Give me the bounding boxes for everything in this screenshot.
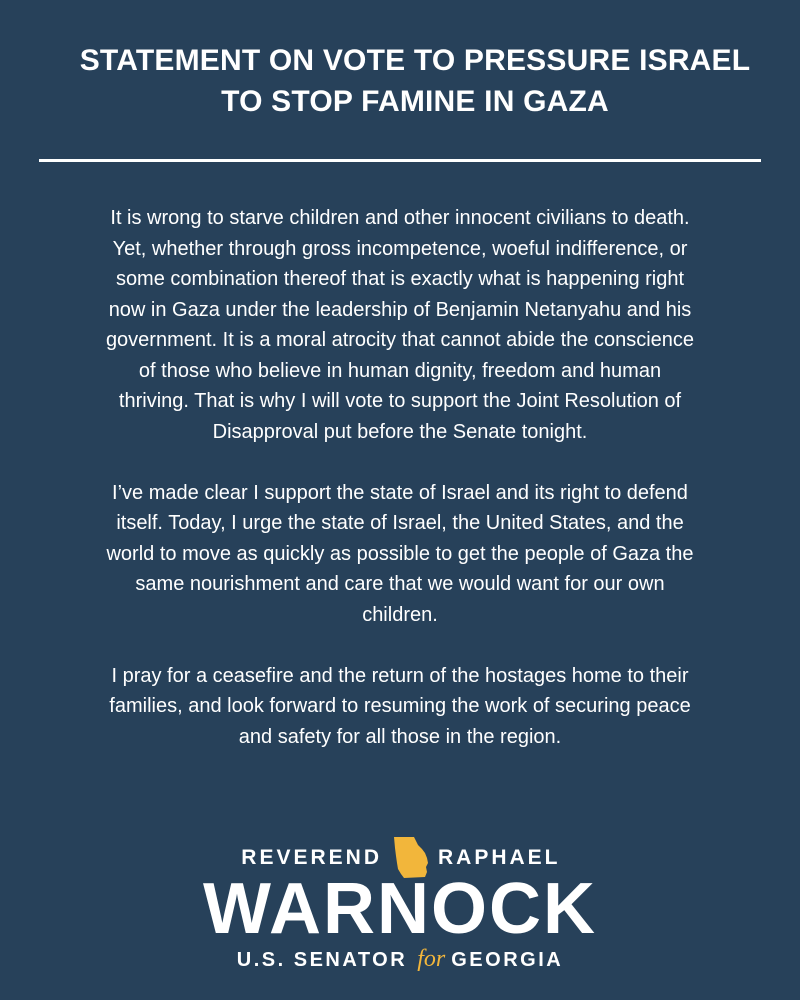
title-line: STATEMENT ON VOTE TO PRESSURE ISRAEL (79, 44, 751, 77)
text-line: I pray for a ceasefire and the return of the hostages home to their (111, 664, 689, 687)
logo-office-line (0, 946, 800, 973)
statement-title (30, 40, 800, 122)
statement-paragraph-2 (20, 478, 780, 631)
text-line: some combination thereof that is exactly what is happening right (115, 268, 685, 290)
text-line: world to move as quickly as possible to get the people of Gaza the (106, 542, 694, 565)
statement-paragraph-3 (20, 661, 780, 753)
logo-word-raphael: RAPHAEL (438, 846, 561, 869)
title-line: TO STOP FAMINE IN GAZA (221, 85, 609, 118)
text-line: Yet, whether through gross incompetence, woeful indifference, or (112, 237, 688, 260)
logo-office-prefix: U.S. SENATOR (236, 949, 408, 971)
text-line: Disapproval put before the Senate tonight. (212, 420, 588, 443)
text-line: I’ve made clear I support the state of Israel and its right to defend (112, 481, 688, 504)
text-line: government. It is a moral atrocity that cannot abide the conscience (105, 329, 695, 351)
text-line: itself. Today, I urge the state of Israel, the United States, and the (116, 512, 684, 534)
text-line: thriving. That is why I will vote to support the Joint Resolution of (118, 390, 682, 412)
text-line: same nourishment and care that we would want for our own (135, 573, 665, 595)
text-line: now in Gaza under the leadership of Benjamin Netanyahu and his (108, 298, 692, 321)
text-line: and safety for all those in the region. (238, 725, 562, 748)
text-line: of those who believe in human dignity, freedom and human (138, 359, 662, 382)
text-line: children. (362, 603, 438, 626)
text-line: It is wrong to starve children and other innocent civilians to death. (110, 207, 690, 229)
statement-body (20, 203, 780, 783)
statement-paragraph-1 (20, 203, 780, 447)
warnock-logo (0, 830, 800, 980)
text-line: families, and look forward to resuming the work of securing peace (109, 695, 691, 717)
title-divider (39, 159, 761, 162)
logo-word-reverend: REVEREND (241, 846, 382, 869)
logo-name-warnock: WARNOCK (203, 869, 597, 949)
logo-office-state: GEORGIA (451, 949, 564, 971)
logo-office-for: for (417, 946, 446, 972)
